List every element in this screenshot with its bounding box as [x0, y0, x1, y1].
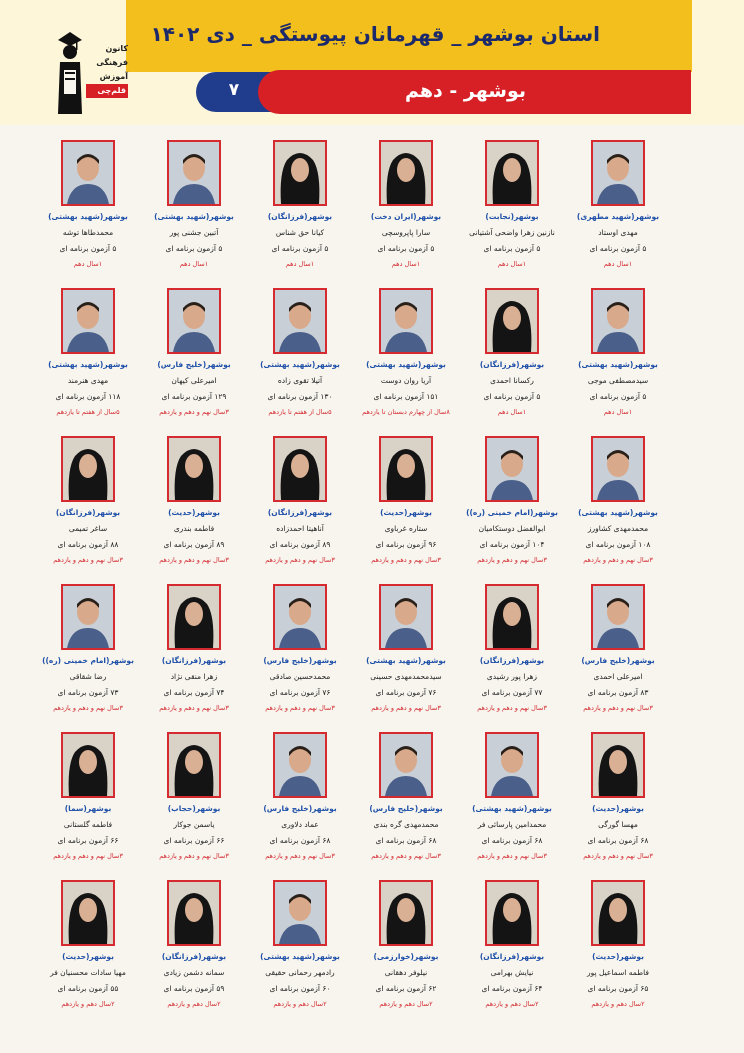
logo-line-2: فرهنگی: [96, 58, 128, 67]
student-years: ۱سال دهم: [285, 260, 315, 268]
student-photo: [273, 584, 327, 650]
student-photo: [167, 288, 221, 354]
student-years: ۲سال دهم و یازدهم: [379, 1000, 433, 1008]
logo-badge: قلم‌چی: [86, 84, 128, 98]
student-school: بوشهر(فرزانگان): [267, 508, 333, 517]
student-exam-count: ۶۸ آزمون برنامه ای: [375, 836, 437, 845]
portrait-boy-icon: [381, 586, 431, 648]
student-card: [558, 880, 678, 1020]
portrait-boy-icon: [487, 734, 537, 796]
student-name: آریا روان دوست: [380, 376, 432, 385]
section-title: بوشهر - دهم: [404, 80, 526, 102]
portrait-girl-icon: [381, 438, 431, 500]
student-photo: [591, 880, 645, 946]
student-school: بوشهر(حدیث): [62, 952, 114, 961]
student-name: مهدی اوستاد: [598, 228, 638, 237]
student-card: [134, 880, 254, 1020]
student-card: [346, 140, 466, 280]
student-name: عماد دلاوری: [281, 820, 319, 829]
student-exam-count: ۵ آزمون برنامه ای: [589, 244, 647, 253]
portrait-boy-icon: [593, 142, 643, 204]
student-photo: [379, 732, 433, 798]
student-years: ۳سال نهم و دهم و یازدهم: [159, 408, 229, 416]
student-school: بوشهر(شهید بهشتی): [472, 804, 552, 813]
student-exam-count: ۶۲ آزمون برنامه ای: [375, 984, 437, 993]
student-name: آتبین جشنی پور: [169, 228, 219, 237]
portrait-boy-icon: [275, 734, 325, 796]
student-school: بوشهر(فرزانگان): [479, 952, 545, 961]
student-photo: [379, 288, 433, 354]
student-exam-count: ۵ آزمون برنامه ای: [483, 244, 541, 253]
student-school: بوشهر(فرزانگان): [55, 508, 121, 517]
student-years: ۳سال نهم و دهم و یازدهم: [371, 704, 441, 712]
portrait-girl-icon: [169, 734, 219, 796]
student-school: بوشهر(خلیج فارس): [263, 804, 337, 813]
student-card: [134, 732, 254, 872]
student-name: آناهیتا احمدزاده: [276, 524, 324, 533]
student-photo: [485, 436, 539, 502]
student-photo: [61, 584, 115, 650]
student-card: [346, 880, 466, 1020]
student-name: محمدطاها توشه: [62, 228, 114, 237]
student-exam-count: ۸۹ آزمون برنامه ای: [269, 540, 331, 549]
student-years: ۵سال از هفتم تا یازدهم: [56, 408, 120, 416]
student-school: بوشهر(شهید بهشتی): [154, 212, 234, 221]
student-card: [558, 584, 678, 724]
student-years: ۳سال نهم و دهم و یازدهم: [583, 852, 653, 860]
student-photo: [273, 732, 327, 798]
student-name: نیلوفر دهقانی: [384, 968, 428, 977]
portrait-girl-icon: [275, 438, 325, 500]
student-school: بوشهر(حدیث): [592, 952, 644, 961]
logo-line-1: کانون: [105, 44, 128, 53]
student-years: ۳سال نهم و دهم و یازدهم: [159, 704, 229, 712]
student-school: بوشهر(حدیث): [380, 508, 432, 517]
student-school: بوشهر(فرزانگان): [161, 656, 227, 665]
student-years: ۲سال دهم و یازدهم: [591, 1000, 645, 1008]
header: [0, 0, 744, 125]
student-school: بوشهر(امام خمینی (ره)): [42, 656, 134, 665]
student-name: نازنین زهرا واضحی آشتیانی: [469, 228, 555, 237]
student-card: [452, 436, 572, 576]
student-card: [28, 584, 148, 724]
portrait-boy-icon: [593, 586, 643, 648]
student-school: بوشهر(خلیج فارس): [263, 656, 337, 665]
student-years: ۳سال نهم و دهم و یازدهم: [371, 852, 441, 860]
student-card: [346, 732, 466, 872]
student-name: سیدمحمدمهدی حسینی: [370, 672, 442, 681]
student-years: ۸سال از چهارم دبستان تا یازدهم: [362, 408, 450, 416]
student-school: بوشهر(شهید بهشتی): [260, 952, 340, 961]
student-exam-count: ۵ آزمون برنامه ای: [483, 392, 541, 401]
student-name: آتیلا تقوی زاده: [277, 376, 323, 385]
student-photo: [379, 140, 433, 206]
portrait-girl-icon: [63, 438, 113, 500]
student-exam-count: ۶۶ آزمون برنامه ای: [163, 836, 225, 845]
student-name: فاطمه گلستانی: [63, 820, 113, 829]
student-exam-count: ۷۷ آزمون برنامه ای: [481, 688, 543, 697]
student-card: [28, 732, 148, 872]
student-name: رضا شقاقی: [69, 672, 107, 681]
portrait-girl-icon: [381, 882, 431, 944]
student-photo: [273, 288, 327, 354]
student-exam-count: ۵ آزمون برنامه ای: [271, 244, 329, 253]
student-school: بوشهر(امام خمینی (ره)): [466, 508, 558, 517]
student-years: ۳سال نهم و دهم و یازدهم: [583, 556, 653, 564]
student-exam-count: ۵ آزمون برنامه ای: [165, 244, 223, 253]
student-photo: [167, 880, 221, 946]
student-exam-count: ۶۸ آزمون برنامه ای: [481, 836, 543, 845]
student-photo: [273, 436, 327, 502]
student-years: ۳سال نهم و دهم و یازدهم: [265, 852, 335, 860]
student-school: بوشهر(حدیث): [592, 804, 644, 813]
portrait-girl-icon: [487, 142, 537, 204]
student-years: ۳سال نهم و دهم و یازدهم: [53, 704, 123, 712]
student-school: بوشهر(حجاب): [167, 804, 221, 813]
student-school: بوشهر(خلیج فارس): [581, 656, 655, 665]
student-name: محمدمهدی کشاورز: [587, 524, 649, 533]
student-photo: [379, 584, 433, 650]
student-name: مهدی هنرمند: [67, 376, 109, 385]
student-exam-count: ۸۹ آزمون برنامه ای: [163, 540, 225, 549]
student-name: مهسا گورگی: [598, 820, 638, 829]
student-name: فاطمه بندری: [173, 524, 215, 533]
student-card: [346, 288, 466, 428]
student-photo: [485, 584, 539, 650]
student-photo: [591, 140, 645, 206]
student-name: رادمهر رحمانی حقیقی: [265, 968, 335, 977]
student-card: [558, 732, 678, 872]
portrait-girl-icon: [593, 734, 643, 796]
student-exam-count: ۱۰۴ آزمون برنامه ای: [479, 540, 545, 549]
portrait-girl-icon: [487, 882, 537, 944]
student-photo: [273, 880, 327, 946]
student-years: ۱سال دهم: [497, 260, 527, 268]
student-years: ۵سال از هفتم تا یازدهم: [268, 408, 332, 416]
portrait-boy-icon: [381, 290, 431, 352]
student-name: سمانه دشمن زیادی: [163, 968, 225, 977]
student-school: بوشهر(فرزانگان): [479, 360, 545, 369]
portrait-girl-icon: [169, 586, 219, 648]
student-name: زهرا منقی نژاد: [170, 672, 218, 681]
student-photo: [167, 732, 221, 798]
portrait-girl-icon: [381, 142, 431, 204]
student-school: بوشهر(شهید بهشتی): [578, 360, 658, 369]
portrait-boy-icon: [487, 438, 537, 500]
portrait-girl-icon: [593, 882, 643, 944]
graduate-figure-icon: [56, 26, 84, 116]
student-school: بوشهر(فرزانگان): [267, 212, 333, 221]
portrait-boy-icon: [275, 290, 325, 352]
student-name: یاسمن جوکار: [173, 820, 215, 829]
student-years: ۱سال دهم: [497, 408, 527, 416]
student-card: [240, 140, 360, 280]
student-card: [558, 140, 678, 280]
student-years: ۱سال دهم: [179, 260, 209, 268]
student-years: ۲سال دهم و یازدهم: [485, 1000, 539, 1008]
student-exam-count: ۶۸ آزمون برنامه ای: [587, 836, 649, 845]
student-name: ساغر تمیمی: [68, 524, 108, 533]
student-card: [452, 140, 572, 280]
student-exam-count: ۸۳ آزمون برنامه ای: [587, 688, 649, 697]
student-exam-count: ۶۴ آزمون برنامه ای: [481, 984, 543, 993]
portrait-boy-icon: [275, 882, 325, 944]
student-exam-count: ۶۸ آزمون برنامه ای: [269, 836, 331, 845]
student-card: [28, 436, 148, 576]
student-years: ۳سال نهم و دهم و یازدهم: [265, 704, 335, 712]
student-exam-count: ۸۸ آزمون برنامه ای: [57, 540, 119, 549]
student-photo: [485, 140, 539, 206]
portrait-girl-icon: [275, 142, 325, 204]
student-card: [558, 288, 678, 428]
student-exam-count: ۹۶ آزمون برنامه ای: [375, 540, 437, 549]
portrait-boy-icon: [275, 586, 325, 648]
student-exam-count: ۷۶ آزمون برنامه ای: [269, 688, 331, 697]
portrait-boy-icon: [63, 586, 113, 648]
student-photo: [485, 880, 539, 946]
student-years: ۳سال نهم و دهم و یازدهم: [477, 852, 547, 860]
student-school: بوشهر(خلیج فارس): [369, 804, 443, 813]
student-exam-count: ۶۶ آزمون برنامه ای: [57, 836, 119, 845]
page-number: ۷: [228, 80, 240, 100]
student-years: ۲سال دهم و یازدهم: [167, 1000, 221, 1008]
student-exam-count: ۱۳۰ آزمون برنامه ای: [267, 392, 333, 401]
student-years: ۳سال نهم و دهم و یازدهم: [53, 852, 123, 860]
student-card: [558, 436, 678, 576]
portrait-girl-icon: [487, 586, 537, 648]
student-card: [240, 732, 360, 872]
student-exam-count: ۱۱۸ آزمون برنامه ای: [55, 392, 121, 401]
student-exam-count: ۵ آزمون برنامه ای: [59, 244, 117, 253]
student-card: [346, 436, 466, 576]
student-years: ۲سال دهم و یازدهم: [61, 1000, 115, 1008]
student-card: [240, 880, 360, 1020]
student-exam-count: ۵ آزمون برنامه ای: [589, 392, 647, 401]
student-photo: [61, 288, 115, 354]
student-photo: [167, 584, 221, 650]
page-title: استان بوشهر _ قهرمانان پیوستگی _ دی ۱۴۰۲: [150, 22, 600, 46]
student-exam-count: ۷۳ آزمون برنامه ای: [57, 688, 119, 697]
student-years: ۱سال دهم: [73, 260, 103, 268]
student-name: رکسانا احمدی: [490, 376, 534, 385]
kanoon-logo: [56, 26, 128, 116]
student-school: بوشهر(شهید بهشتی): [578, 508, 658, 517]
student-card: [346, 584, 466, 724]
portrait-girl-icon: [169, 438, 219, 500]
student-name: محمدمهدی گره بندی: [373, 820, 439, 829]
portrait-boy-icon: [381, 734, 431, 796]
student-photo: [591, 436, 645, 502]
student-photo: [61, 436, 115, 502]
student-school: بوشهر(شهید بهشتی): [260, 360, 340, 369]
student-photo: [61, 880, 115, 946]
student-photo: [167, 436, 221, 502]
student-exam-count: ۱۲۹ آزمون برنامه ای: [161, 392, 227, 401]
student-photo: [591, 732, 645, 798]
student-card: [452, 732, 572, 872]
student-photo: [61, 732, 115, 798]
student-card: [240, 288, 360, 428]
student-school: بوشهر(شهید بهشتی): [48, 212, 128, 221]
student-card: [452, 584, 572, 724]
student-exam-count: ۷۴ آزمون برنامه ای: [163, 688, 225, 697]
student-photo: [61, 140, 115, 206]
portrait-boy-icon: [63, 290, 113, 352]
student-photo: [485, 288, 539, 354]
student-school: بوشهر(شهید مطهری): [576, 212, 660, 221]
student-card: [28, 880, 148, 1020]
student-years: ۳سال نهم و دهم و یازدهم: [477, 704, 547, 712]
student-card: [28, 288, 148, 428]
student-school: بوشهر(خوارزمی): [373, 952, 439, 961]
student-name: مهیا سادات محسنیان فر: [50, 968, 126, 977]
student-school: بوشهر(شهید بهشتی): [366, 360, 446, 369]
student-name: امیرعلی احمدی: [593, 672, 643, 681]
student-name: فاطمه اسماعیل پور: [587, 968, 649, 977]
student-photo: [273, 140, 327, 206]
portrait-girl-icon: [63, 734, 113, 796]
portrait-girl-icon: [487, 290, 537, 352]
student-photo: [379, 880, 433, 946]
student-name: زهرا پور رشیدی: [486, 672, 538, 681]
student-card: [240, 436, 360, 576]
logo-text: [86, 42, 128, 98]
student-name: ابوالفضل دوستکامیان: [478, 524, 546, 533]
student-name: محمدامین پارسائی فر: [477, 820, 547, 829]
student-school: بوشهر(خلیج فارس): [157, 360, 231, 369]
student-years: ۳سال نهم و دهم و یازدهم: [265, 556, 335, 564]
student-school: بوشهر(فرزانگان): [161, 952, 227, 961]
student-name: سیدمصطفی موجی: [587, 376, 649, 385]
student-exam-count: ۱۵۱ آزمون برنامه ای: [373, 392, 439, 401]
student-years: ۱سال دهم: [603, 260, 633, 268]
student-school: بوشهر(حدیث): [168, 508, 220, 517]
portrait-boy-icon: [169, 290, 219, 352]
student-exam-count: ۶۰ آزمون برنامه ای: [269, 984, 331, 993]
student-photo: [167, 140, 221, 206]
student-years: ۳سال نهم و دهم و یازدهم: [371, 556, 441, 564]
student-card: [452, 288, 572, 428]
student-name: نیایش بهرامی: [490, 968, 534, 977]
student-exam-count: ۵ آزمون برنامه ای: [377, 244, 435, 253]
student-name: امیرعلی کیهان: [171, 376, 217, 385]
student-name: محمدحسین صادقی: [269, 672, 331, 681]
student-name: کیانا حق شناس: [275, 228, 325, 237]
student-photo: [485, 732, 539, 798]
student-years: ۳سال نهم و دهم و یازدهم: [159, 852, 229, 860]
student-card: [240, 584, 360, 724]
student-school: بوشهر(سما): [64, 804, 112, 813]
student-school: بوشهر(ایران دخت): [370, 212, 442, 221]
student-card: [134, 436, 254, 576]
student-years: ۳سال نهم و دهم و یازدهم: [583, 704, 653, 712]
portrait-girl-icon: [63, 882, 113, 944]
student-card: [134, 140, 254, 280]
student-years: ۳سال نهم و دهم و یازدهم: [53, 556, 123, 564]
student-photo: [379, 436, 433, 502]
portrait-boy-icon: [593, 290, 643, 352]
student-card: [28, 140, 148, 280]
logo-line-3: آموزش: [99, 72, 128, 81]
student-school: بوشهر(نجابت): [485, 212, 539, 221]
student-card: [134, 584, 254, 724]
student-school: بوشهر(شهید بهشتی): [48, 360, 128, 369]
student-school: بوشهر(شهید بهشتی): [366, 656, 446, 665]
student-photo: [591, 288, 645, 354]
student-exam-count: ۱۰۸ آزمون برنامه ای: [585, 540, 651, 549]
student-photo: [591, 584, 645, 650]
student-name: ستاره غرباوی: [384, 524, 428, 533]
student-exam-count: ۶۵ آزمون برنامه ای: [587, 984, 649, 993]
student-school: بوشهر(فرزانگان): [479, 656, 545, 665]
portrait-boy-icon: [63, 142, 113, 204]
portrait-boy-icon: [169, 142, 219, 204]
student-years: ۳سال نهم و دهم و یازدهم: [477, 556, 547, 564]
portrait-boy-icon: [593, 438, 643, 500]
student-card: [452, 880, 572, 1020]
student-exam-count: ۷۶ آزمون برنامه ای: [375, 688, 437, 697]
portrait-girl-icon: [169, 882, 219, 944]
student-years: ۳سال نهم و دهم و یازدهم: [159, 556, 229, 564]
student-years: ۲سال دهم و یازدهم: [273, 1000, 327, 1008]
student-name: سارا پاپروسچی: [381, 228, 431, 237]
student-card: [134, 288, 254, 428]
student-exam-count: ۵۹ آزمون برنامه ای: [163, 984, 225, 993]
student-years: ۱سال دهم: [391, 260, 421, 268]
student-exam-count: ۵۵ آزمون برنامه ای: [57, 984, 119, 993]
student-years: ۱سال دهم: [603, 408, 633, 416]
